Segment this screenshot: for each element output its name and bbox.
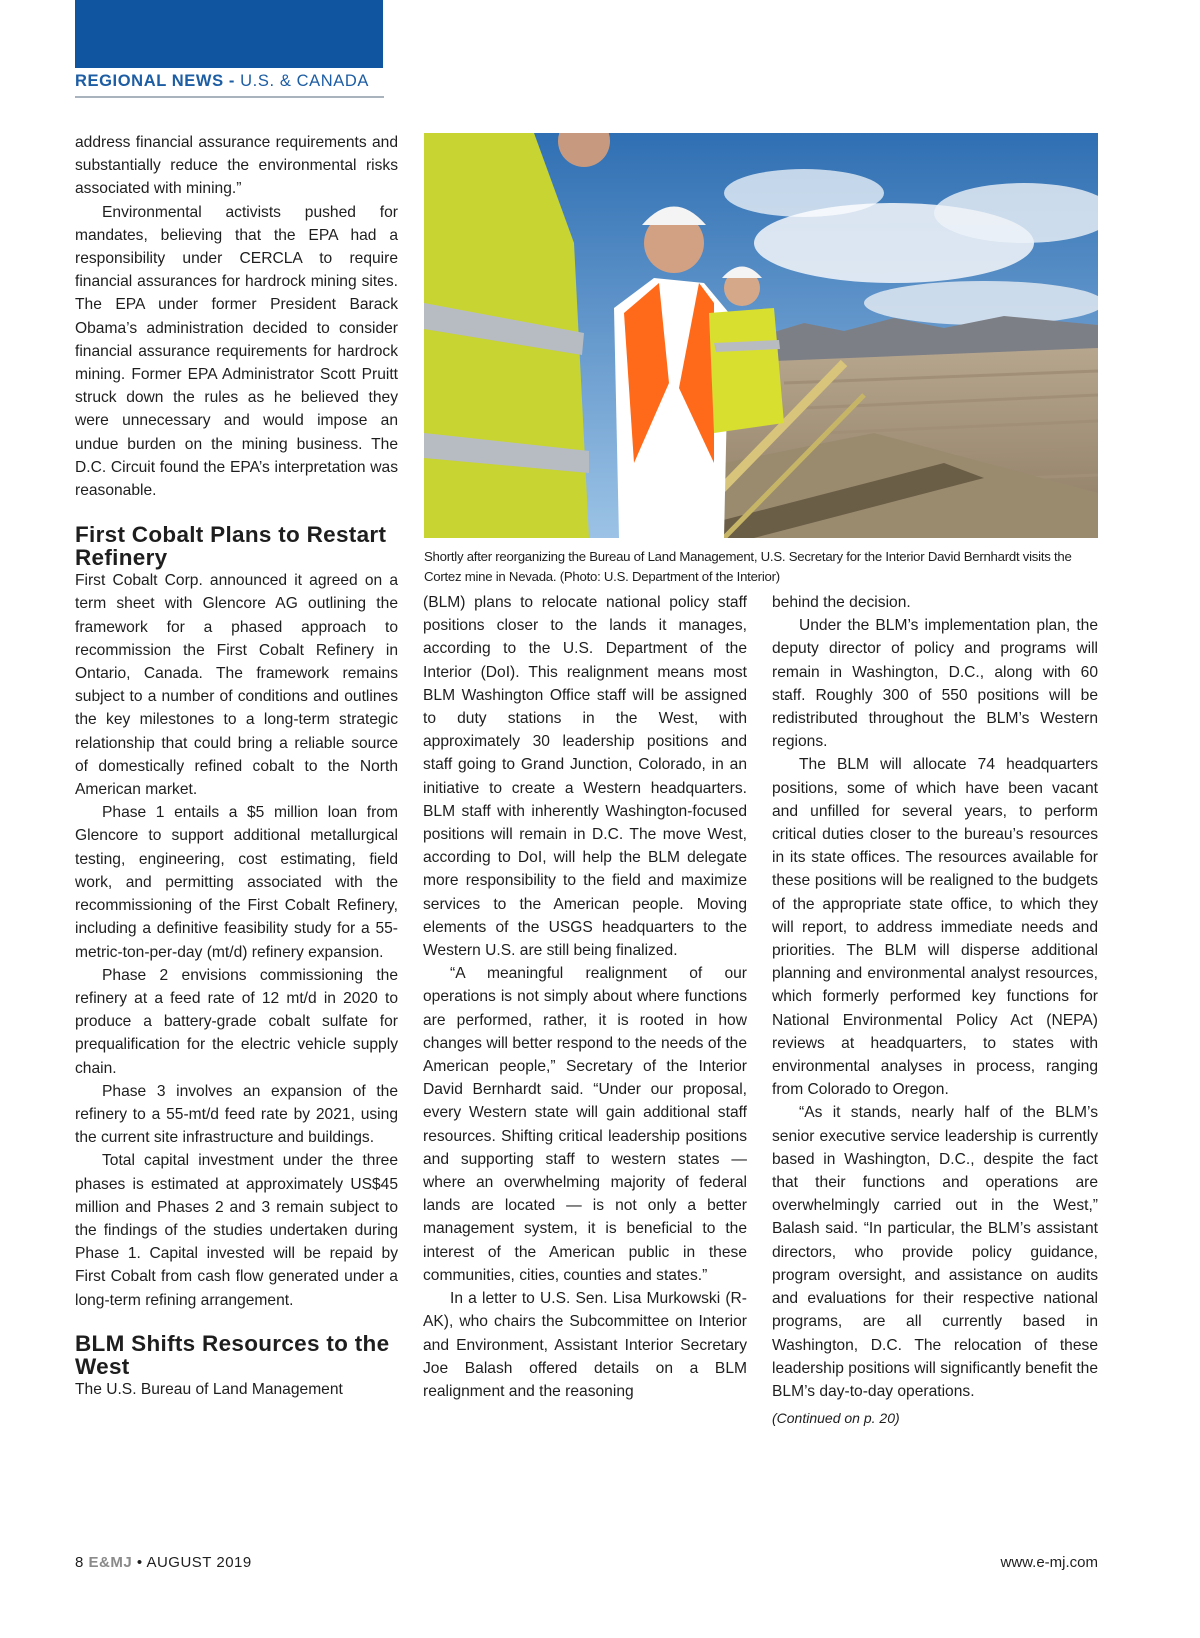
paragraph: Phase 1 entails a $5 million loan from Glencore to support additional metallurgical testing, engineering, cost estimating, field work, and permitting associated with the recommissioning of the First Cobalt Refinery, including a definitive feasibility study for a 55-metric-ton-per-day (mt/d) refinery expansion. <box>75 804 398 961</box>
paragraph: “As it stands, nearly half of the BLM’s senior executive service leadership is currently based in Washington, D.C., despite the fact that their functions and operations are overwhelmingly carried out in the West,” Balash said. “In particular, the BLM’s assistant directors, who provide policy guidance, program oversight, and assistance on audits and evaluations for their respective national programs, are all currently based in Washington, D.C. The relocation of these leadership positions will significantly benefit the BLM’s day-to-day operations. <box>772 1104 1098 1400</box>
paragraph: The BLM will allocate 74 headquarters positions, some of which have been vacant and unfilled for several years, to perform critical duties closer to the bureau’s resources in its state offices. The resources available for these positions will be realigned to the budgets of the appropriate state office, to which they will report, to address immediate needs and priorities. The BLM will disperse additional planning and environmental analyst resources, which formerly performed key functions for National Environmental Policy Act (NEPA) reviews at headquarters, to states with environmental analyses in process, ranging from Colorado to Oregon. <box>772 756 1098 1099</box>
paragraph: Environmental activists pushed for mandates, believing that the EPA had a responsibility under CERCLA to require financial assurances for hardrock mining sites. The EPA under former President Barack Obama’s administration decided to consider financial assurance requirements for hardrock mining. Former EPA Administrator Scott Pruitt struck down the rules as he believed they were unnecessary and would impose an undue burden on the mining business. The D.C. Circuit found the EPA’s interpretation was reasonable. <box>75 203 398 500</box>
right-column <box>772 591 1098 1430</box>
paragraph: address financial assurance requirements and substantially reduce the environmental risks associated with mining.” <box>75 134 398 198</box>
continued-note: (Continued on p. 20) <box>772 1410 900 1427</box>
article-heading-first-cobalt: First Cobalt Plans to Restart Refinery <box>75 522 387 571</box>
article-heading-blm: BLM Shifts Resources to the West <box>75 1330 390 1379</box>
mine-photo <box>424 133 1098 538</box>
page-number: 8 <box>75 1554 84 1571</box>
paragraph: First Cobalt Corp. announced it agreed on a term sheet with Glencore AG outlining the framework for a phased approach to recommission the First Cobalt Refinery in Ontario, Canada. The framework remains subject to a number of conditions and outlines the key milestones to a long-term strategic relationship that could bring a reliable source of domestically refined cobalt to the North American market. <box>75 572 398 799</box>
footer-folio <box>75 1553 252 1573</box>
mine-photo-illustration <box>424 133 1098 538</box>
paragraph: In a letter to U.S. Sen. Lisa Murkowski (R-AK), who chairs the Subcommittee on Interior and Environment, Assistant Interior Secretary Joe Balash offered details on a BLM realignment and the reasoning <box>423 1290 747 1400</box>
footer-url[interactable]: www.e-mj.com <box>1000 1554 1098 1571</box>
issue-date: • AUGUST 2019 <box>136 1554 252 1571</box>
paragraph: “A meaningful realignment of our operations is not simply about where functions are performed, rather, it is rooted in how changes will better respond to the needs of the American people,” Secretary of the Interior David Bernhardt said. “Under our proposal, every Western state will gain additional staff resources. Shifting critical leadership positions and supporting staff to western states — where an overwhelming majority of federal lands are located — is not only a better management system, it is beneficial to the interest of the American public in these communities, cities, counties and states.” <box>423 965 747 1284</box>
paragraph: The U.S. Bureau of Land Management <box>75 1380 343 1398</box>
section-region: U.S. & CANADA <box>240 72 369 90</box>
paragraph: (BLM) plans to relocate national policy staff positions closer to the lands it manages, according to the U.S. Department of the Interior (DoI). This realignment means most BLM Washington Office staff will be assigned to duty stations in the West, with approximately 30 leadership positions and staff going to Grand Junction, Colorado, in an initiative to create a Western headquarters. BLM staff with inherently Washington-focused positions will remain in D.C. The move West, according to DoI, will help the BLM delegate more responsibility to the field and maximize services to the American people. Moving elements of the USGS headquarters to the Western U.S. are still being finalized. <box>423 594 747 960</box>
header-color-bar <box>75 0 383 68</box>
section-header <box>75 70 384 98</box>
left-column <box>75 131 398 1401</box>
section-title: REGIONAL NEWS - <box>75 72 235 90</box>
paragraph: Phase 3 involves an expansion of the refinery to a 55-mt/d feed rate by 2021, using the current site infrastructure and buildings. <box>75 1082 398 1147</box>
paragraph: Under the BLM’s implementation plan, the deputy director of policy and programs will remain in Washington, D.C., along with 60 staff. Roughly 300 of 550 positions will be redistributed throughout the BLM’s Western regions. <box>772 617 1098 751</box>
paragraph: Total capital investment under the three phases is estimated at approximately US$45 million and Phases 2 and 3 remain subject to the findings of the studies undertaken during Phase 1. Capital invested will be repaid by First Cobalt from cash flow generated under a long-term refining arrangement. <box>75 1152 398 1309</box>
magazine-brand: E&MJ <box>88 1554 133 1571</box>
paragraph: behind the decision. <box>772 594 911 611</box>
paragraph: Phase 2 envisions commissioning the refinery at a feed rate of 12 mt/d in 2020 to produce a battery-grade cobalt sulfate for prequalification for the electric vehicle supply chain. <box>75 966 398 1077</box>
middle-column <box>423 591 747 1403</box>
photo-caption: Shortly after reorganizing the Bureau of Land Management, U.S. Secretary for the Interior David Bernhardt visits the Cortez mine in Nevada. (Photo: U.S. Department of the Interior) <box>424 549 1072 584</box>
